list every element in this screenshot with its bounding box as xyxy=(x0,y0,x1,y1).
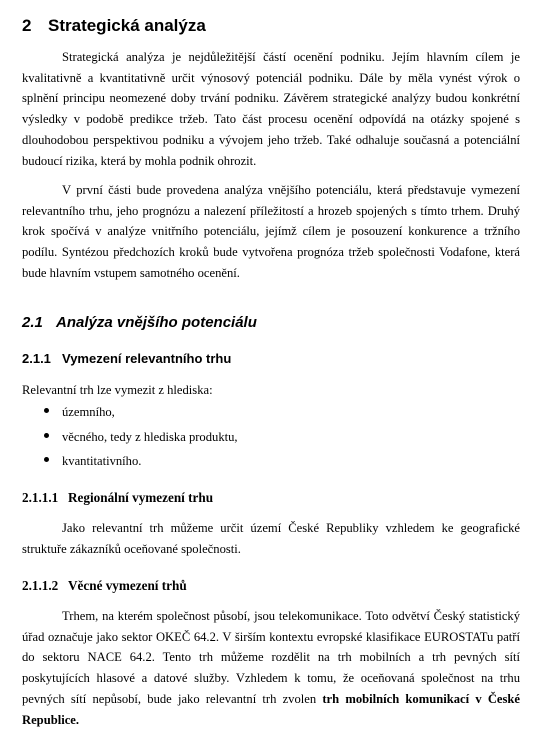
section-title: Strategická analýza xyxy=(48,16,206,35)
subsection-title: Analýza vnějšího potenciálu xyxy=(56,314,257,331)
regional-paragraph: Jako relevantní trh můžeme určit území České Republiky vzhledem ke geografické struktuře zákazníků oceňované společnosti. xyxy=(22,521,520,556)
relevant-market-intro: Relevantní trh lze vymezit z hlediska: xyxy=(22,383,213,397)
material-heading xyxy=(22,578,187,594)
bullet-icon xyxy=(44,433,49,438)
material-paragraph xyxy=(22,606,520,730)
subsubsection-title: Vymezení relevantního trhu xyxy=(62,351,232,366)
regional-heading xyxy=(22,490,213,506)
material-paragraph-bold: trh mobilních komunikací v České Republice. xyxy=(22,691,520,727)
regional-number: 2.1.1.1 xyxy=(22,490,59,505)
section-paragraph-2: V první části bude provedena analýza vnějšího potenciálu, která představuje vymezení relevantního trhu, jeho prognózu a nalezení příležitostí a hrozeb spojených s tímto trhem. Druhý krok spočívá v analýze vnitřního potenciálu, jejímž cílem je posouzení konkurence a tržního podílu. Syntézou předchozích kroků bude vytvořena prognóza tržeb společnosti Vodafone, která bude hlavním vstupem samotného ocenění. xyxy=(22,183,520,280)
bullet-icon xyxy=(44,408,49,413)
list-item xyxy=(44,402,238,427)
subsection-heading xyxy=(22,314,257,331)
list-item-text: věcného, tedy z hlediska produktu, xyxy=(62,429,238,444)
list-item-text: územního, xyxy=(62,405,115,419)
list-item xyxy=(44,451,238,476)
subsubsection-heading xyxy=(22,351,231,366)
bullet-icon xyxy=(44,457,49,462)
section-heading xyxy=(22,16,206,36)
section-number: 2 xyxy=(22,16,32,35)
list-item-text: kvantitativního. xyxy=(62,454,142,468)
material-number: 2.1.1.2 xyxy=(22,578,59,593)
section-paragraph-1: Strategická analýza je nejdůležitější částí ocenění podniku. Jejím hlavním cílem je kvalitativně a kvantitativně určit výnosový potenciál podniku. Dále by měla vynést výrok o splnění principu neomezené doby trvání podniku. Závěrem strategické analýzy budou konkrétní výsledky v podobě predikce tržeb. Tato část procesu ocenění odpovídá na otázky spojené s dlouhodobou perspektivou podniku a vývojem jeho tržeb. Také odhaluje současná a potenciální budoucí rizika, která by mohla podnik ohrozit. xyxy=(22,50,520,168)
subsubsection-number: 2.1.1 xyxy=(22,351,51,366)
regional-title: Regionální vymezení trhu xyxy=(68,490,214,505)
list-item xyxy=(44,427,238,452)
market-criteria-list xyxy=(44,402,238,476)
material-paragraph-text: Trhem, na kterém společnost působí, jsou telekomunikace. Toto odvětví Český statistický úřad označuje jako sektor OKEČ 64.2. V širším kontextu evropské klasifikace EUROSTATu patří do sektoru NACE 64.2. Tento trh můžeme rozdělit na trh mobilních a trh pevných sítí poskytujících hlasové a datové služby. Vzhledem k tomu, že oceňovaná společnost na trhu pevných sítí nepůsobí, bude jako relevantní trh zvolen xyxy=(22,609,520,706)
material-title: Věcné vymezení trhů xyxy=(68,578,187,593)
subsection-number: 2.1 xyxy=(22,314,43,331)
